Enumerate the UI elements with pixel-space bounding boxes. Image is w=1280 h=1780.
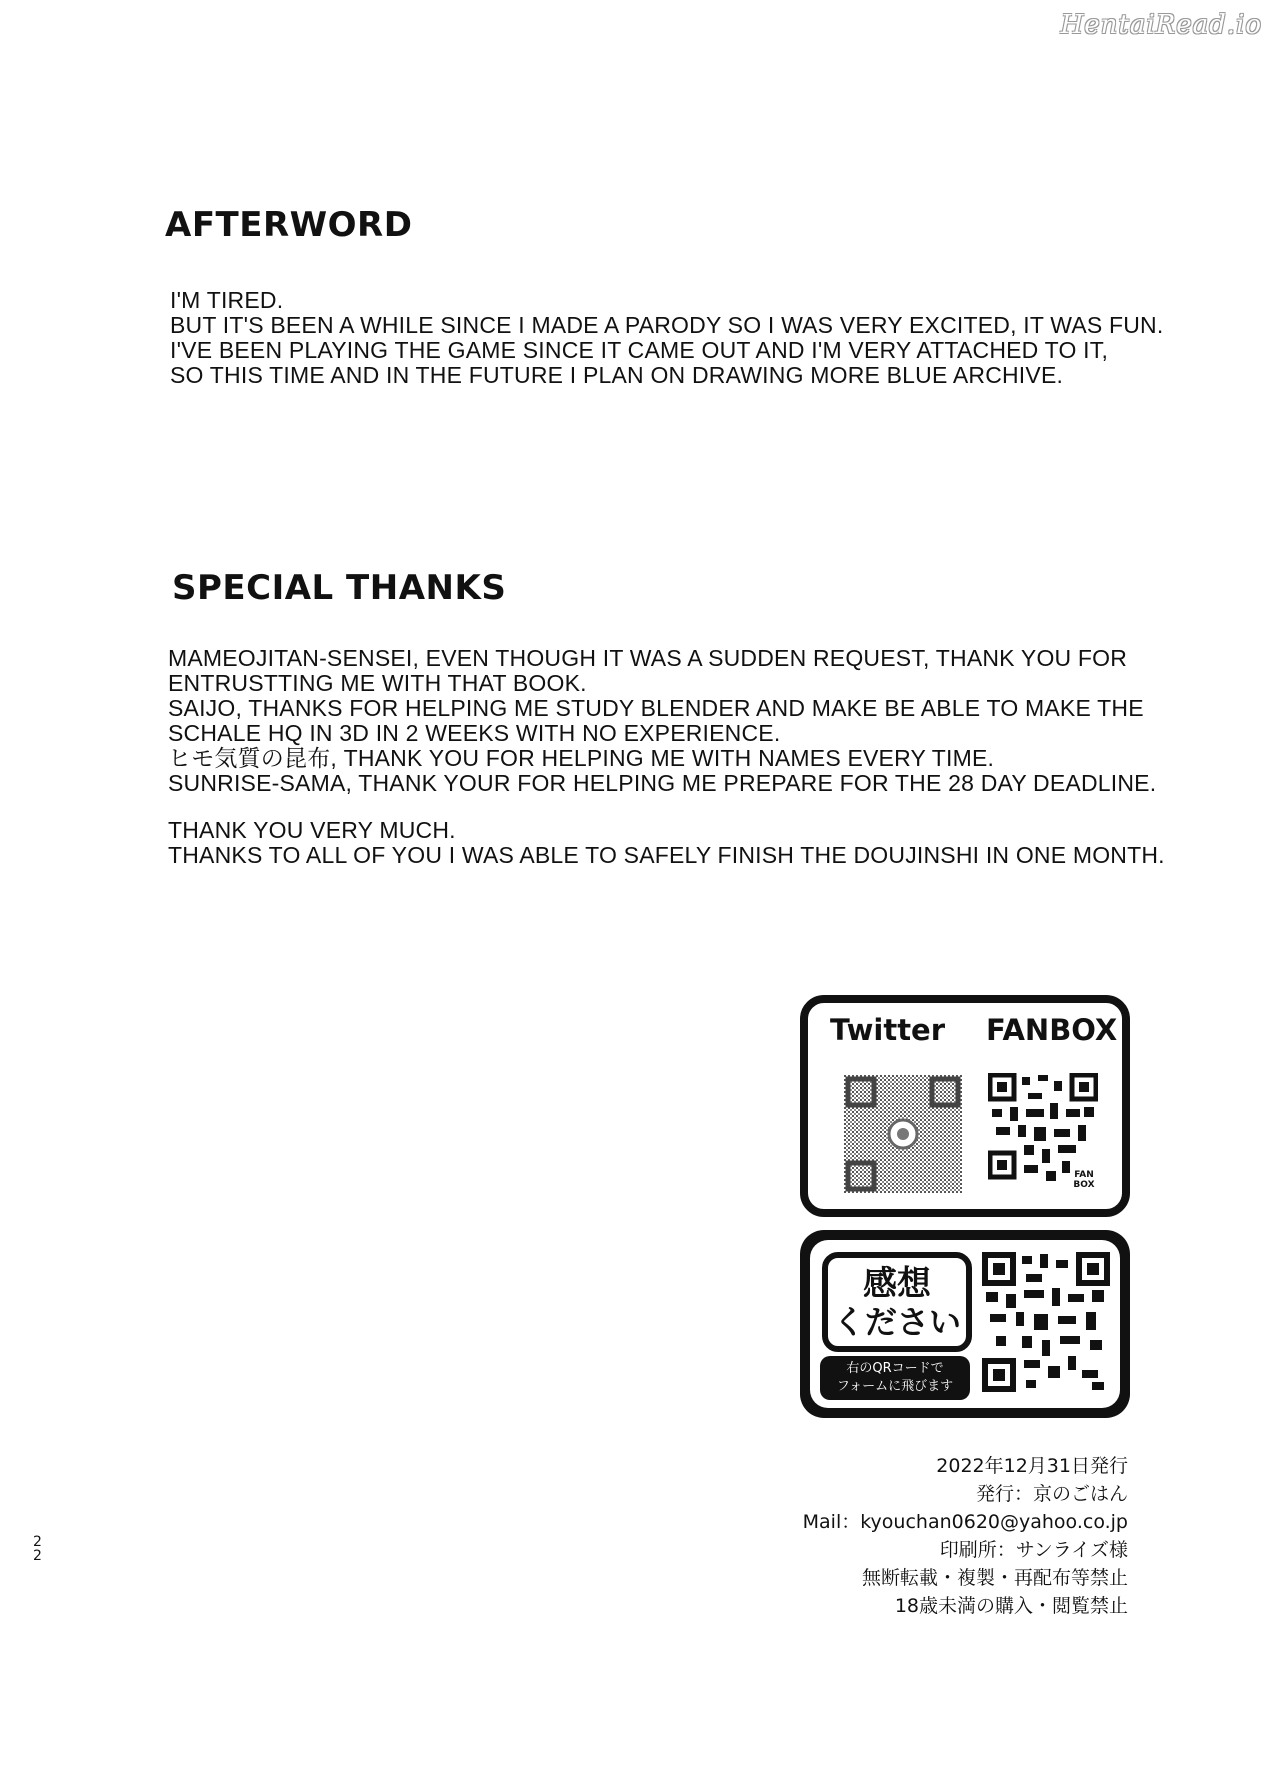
special-thanks-title: SPECIAL THANKS	[172, 568, 507, 608]
thanks-line: SCHALE HQ IN 3D IN 2 WEEKS WITH NO EXPERIENCE.	[168, 720, 781, 746]
closing-line: THANKS TO ALL OF YOU I WAS ABLE TO SAFELY FINISH THE DOUJINSHI IN ONE MONTH.	[168, 842, 1165, 868]
thanks-line: MAMEOJITAN-SENSEI, EVEN THOUGH IT WAS A SUDDEN REQUEST, THANK YOU FOR	[168, 645, 1128, 671]
afterword-line: BUT IT'S BEEN A WHILE SINCE I MADE A PARODY SO I WAS VERY EXCITED, IT WAS FUN.	[170, 312, 1164, 338]
thanks-line: ENTRUSTTING ME WITH THAT BOOK.	[168, 670, 587, 696]
feedback-panel	[800, 1230, 1130, 1418]
twitter-label: Twitter	[830, 1013, 946, 1047]
watermark-logo: HentaiRead.io	[1060, 10, 1262, 40]
afterword-text	[170, 288, 1163, 388]
social-links-panel	[800, 995, 1130, 1217]
svg-text:BOX: BOX	[1073, 1180, 1095, 1190]
svg-text:FAN: FAN	[1074, 1170, 1094, 1180]
feedback-inner	[810, 1240, 1120, 1408]
fanbox-qr-code-icon[interactable]	[988, 1073, 1098, 1191]
thanks-line: SUNRISE-SAMA, THANK YOUR FOR HELPING ME PREPARE FOR THE 28 DAY DEADLINE.	[168, 770, 1157, 796]
feedback-heading	[822, 1252, 972, 1352]
feedback-line1: 感想	[863, 1264, 931, 1304]
colophon-line: 印刷所：サンライズ様	[939, 1539, 1128, 1561]
afterword-title: AFTERWORD	[165, 205, 413, 245]
colophon-line: 無断転載・複製・再配布等禁止	[861, 1567, 1128, 1589]
afterword-line: SO THIS TIME AND IN THE FUTURE I PLAN ON DRAWING MORE BLUE ARCHIVE.	[170, 362, 1064, 388]
colophon	[803, 1452, 1128, 1620]
feedback-line2: ください	[832, 1303, 961, 1341]
feedback-note-line2: フォームに飛びます	[836, 1379, 954, 1394]
colophon-email: Mail：kyouchan0620@yahoo.co.jp	[802, 1511, 1128, 1533]
feedback-note	[820, 1356, 970, 1400]
page-number: 22	[33, 1534, 42, 1564]
feedback-note-line1: 右のQRコードで	[846, 1361, 944, 1376]
closing-text	[168, 818, 1165, 868]
fanbox-label: FANBOX	[986, 1013, 1118, 1047]
thanks-line: ヒモ気質の昆布, THANK YOU FOR HELPING ME WITH NAMES EVERY TIME.	[168, 745, 995, 771]
colophon-line: 2022年12月31日発行	[936, 1455, 1128, 1477]
closing-line: THANK YOU VERY MUCH.	[168, 817, 456, 843]
special-thanks-text	[168, 646, 1156, 796]
thanks-line: SAIJO, THANKS FOR HELPING ME STUDY BLENDER AND MAKE BE ABLE TO MAKE THE	[168, 695, 1144, 721]
twitter-qr-code-icon[interactable]	[844, 1075, 962, 1193]
colophon-line: 発行：京のごはん	[975, 1483, 1128, 1505]
afterword-line: I'M TIRED.	[170, 287, 284, 313]
feedback-qr-code-icon[interactable]	[982, 1252, 1110, 1392]
afterword-line: I'VE BEEN PLAYING THE GAME SINCE IT CAME OUT AND I'M VERY ATTACHED TO IT,	[170, 337, 1109, 363]
colophon-line: 18歳未満の購入・閲覧禁止	[894, 1595, 1128, 1617]
